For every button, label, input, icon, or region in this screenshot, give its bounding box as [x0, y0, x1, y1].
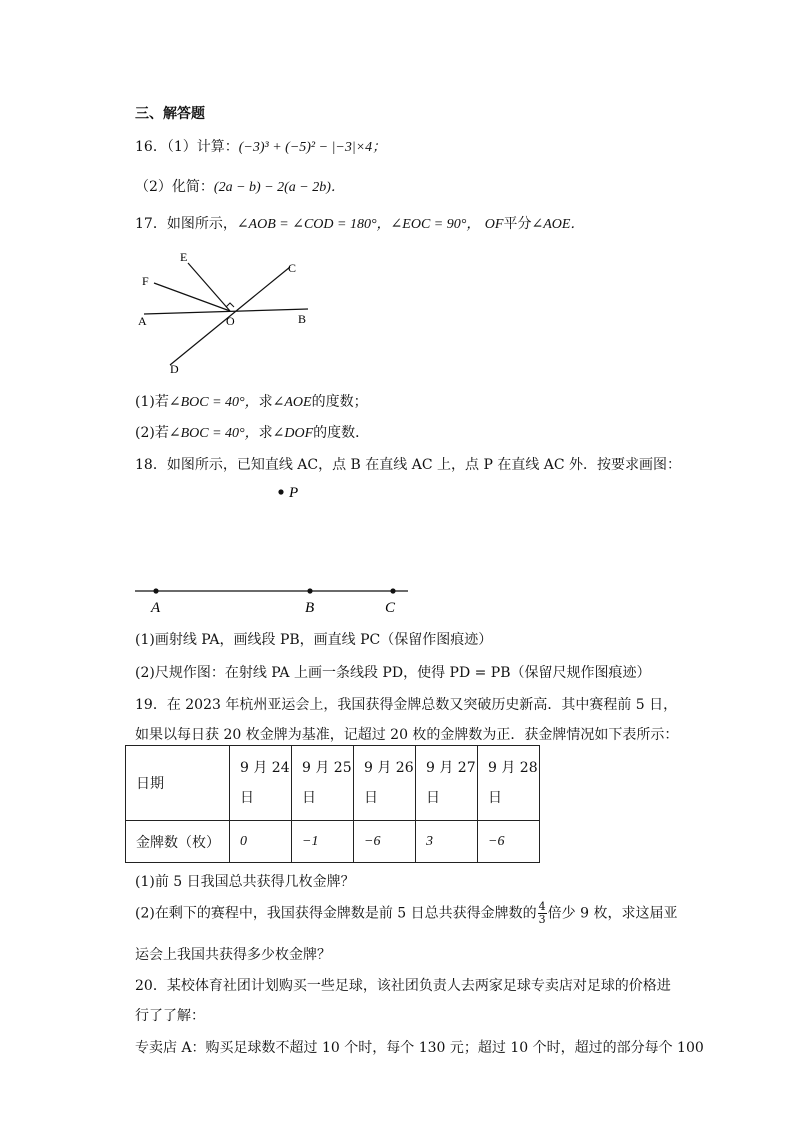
q17-stem-prefix: 17．如图所示，	[135, 216, 237, 232]
date-bottom: 日	[426, 790, 440, 806]
q18-line-figure	[130, 478, 420, 618]
table-cell: −6	[354, 821, 416, 863]
table-date-cell	[230, 746, 292, 821]
q16-part1	[135, 136, 386, 156]
q18-stem: 18．如图所示，已知直线 AC，点 B 在直线 AC 上，点 P 在直线 AC 外．按要求画图：	[135, 457, 682, 473]
date-bottom: 日	[302, 790, 316, 806]
q19-line2: 如果以每日获 20 枚金牌为基准，记超过 20 枚的金牌数为正．获金牌情况如下表所示：	[135, 727, 679, 743]
q17-sub1-angle: ∠AOE	[272, 395, 312, 410]
q17-sub1-expression: ∠BOC = 40°，	[168, 395, 259, 410]
fraction	[538, 901, 547, 926]
date-top: 9 月 25	[302, 760, 352, 776]
q19-sub1: (1)前 5 日我国总共获得几枚金牌？	[135, 874, 355, 890]
right-angle-mark	[226, 303, 234, 307]
q17-sub2-expression: ∠BOC = 40°，	[168, 426, 259, 441]
label-e: E	[180, 250, 188, 264]
medal-table	[125, 745, 540, 863]
label-c: C	[385, 600, 396, 616]
point-b	[307, 588, 312, 593]
q17-sub1-mid: 求	[258, 394, 273, 410]
q16-part2-expression: (2a − b) − 2(a − 2b)．	[213, 180, 345, 195]
table-date-cell	[354, 746, 416, 821]
q20-line2: 行了了解：	[135, 1008, 205, 1024]
label-o: O	[226, 314, 235, 328]
ray-of	[154, 283, 230, 311]
table-row-label: 金牌数（枚）	[126, 821, 230, 863]
q16-part2-label: （2）化简：	[135, 179, 214, 195]
table-cell: 3	[416, 821, 478, 863]
label-c: C	[288, 261, 297, 275]
q18-sub2: (2)尺规作图：在射线 PA 上画一条线段 PD，使得 PD = PB（保留尺规作图痕迹）	[135, 665, 651, 681]
date-top: 9 月 26	[364, 760, 414, 776]
q19-sub2-line2: 运会上我国共获得多少枚金牌？	[135, 947, 331, 963]
label-d: D	[170, 362, 179, 376]
date-top: 9 月 28	[488, 760, 538, 776]
table-date-cell	[478, 746, 540, 821]
date-bottom: 日	[240, 790, 254, 806]
label-f: F	[142, 274, 149, 288]
date-top: 9 月 27	[426, 760, 476, 776]
q17-sub1-prefix: (1)若	[135, 394, 169, 410]
q17-sub1	[135, 391, 368, 411]
q19-sub2-suffix: 倍少 9 枚，求这届亚	[547, 905, 678, 922]
q19-sub2	[135, 901, 677, 926]
table-header-label: 日期	[126, 746, 230, 821]
q20-line1: 20．某校体育社团计划购买一些足球，该社团负责人去两家足球专卖店对足球的价格进	[135, 978, 671, 994]
q16-part1-expression: (−3)³ + (−5)² − |−3|×4；	[238, 140, 387, 155]
point-c	[390, 588, 395, 593]
date-top: 9 月 24	[240, 760, 290, 776]
table-cell: 0	[230, 821, 292, 863]
table-cell: −6	[478, 821, 540, 863]
date-bottom: 日	[488, 790, 502, 806]
label-p: P	[289, 485, 299, 501]
table-date-cell	[292, 746, 354, 821]
q17-angle-figure	[130, 245, 330, 380]
q17-stem-angle: ∠AOE．	[531, 217, 585, 232]
q18-sub1: (1)画射线 PA，画线段 PB，画直线 PC（保留作图痕迹）	[135, 632, 493, 648]
label-b: B	[298, 312, 307, 326]
label-b: B	[305, 600, 315, 616]
q20-line3: 专卖店 A：购买足球数不超过 10 个时，每个 130 元；超过 10 个时，超过的部分每个 100	[135, 1040, 704, 1056]
table-cell: −1	[292, 821, 354, 863]
q17-sub2-angle: ∠DOF	[272, 426, 314, 441]
section-title: 三、解答题	[135, 106, 205, 122]
date-bottom: 日	[364, 790, 378, 806]
table-date-cell	[416, 746, 478, 821]
q19-sub2-prefix: (2)在剩下的赛程中，我国获得金牌数是前 5 日总共获得金牌数的	[135, 905, 537, 922]
fraction-denominator: 3	[538, 913, 546, 926]
q17-sub1-suffix: 的度数；	[311, 394, 368, 410]
q19-line1: 19．在 2023 年杭州亚运会上，我国获得金牌总数又突破历史新高．其中赛程前 5 日，	[135, 697, 678, 713]
q17-sub2	[135, 422, 369, 442]
q17-stem	[135, 213, 584, 233]
q17-sub2-prefix: (2)若	[135, 425, 169, 441]
q17-sub2-suffix: 的度数．	[313, 425, 370, 441]
label-a: A	[151, 600, 161, 616]
q16-part2	[135, 176, 345, 196]
q17-stem-of: OF	[484, 217, 504, 232]
q17-sub2-mid: 求	[258, 425, 273, 441]
q17-stem-suffix: 平分	[503, 216, 532, 232]
fraction-numerator: 4	[538, 900, 546, 913]
table-row	[126, 821, 540, 863]
point-p	[278, 489, 283, 494]
table-header-row	[126, 746, 540, 821]
q17-stem-expression: ∠AOB = ∠COD = 180°，∠EOC = 90°，	[236, 217, 481, 232]
point-a	[153, 588, 158, 593]
q16-part1-label: 16．（1）计算：	[135, 139, 239, 155]
label-a: A	[138, 314, 147, 328]
